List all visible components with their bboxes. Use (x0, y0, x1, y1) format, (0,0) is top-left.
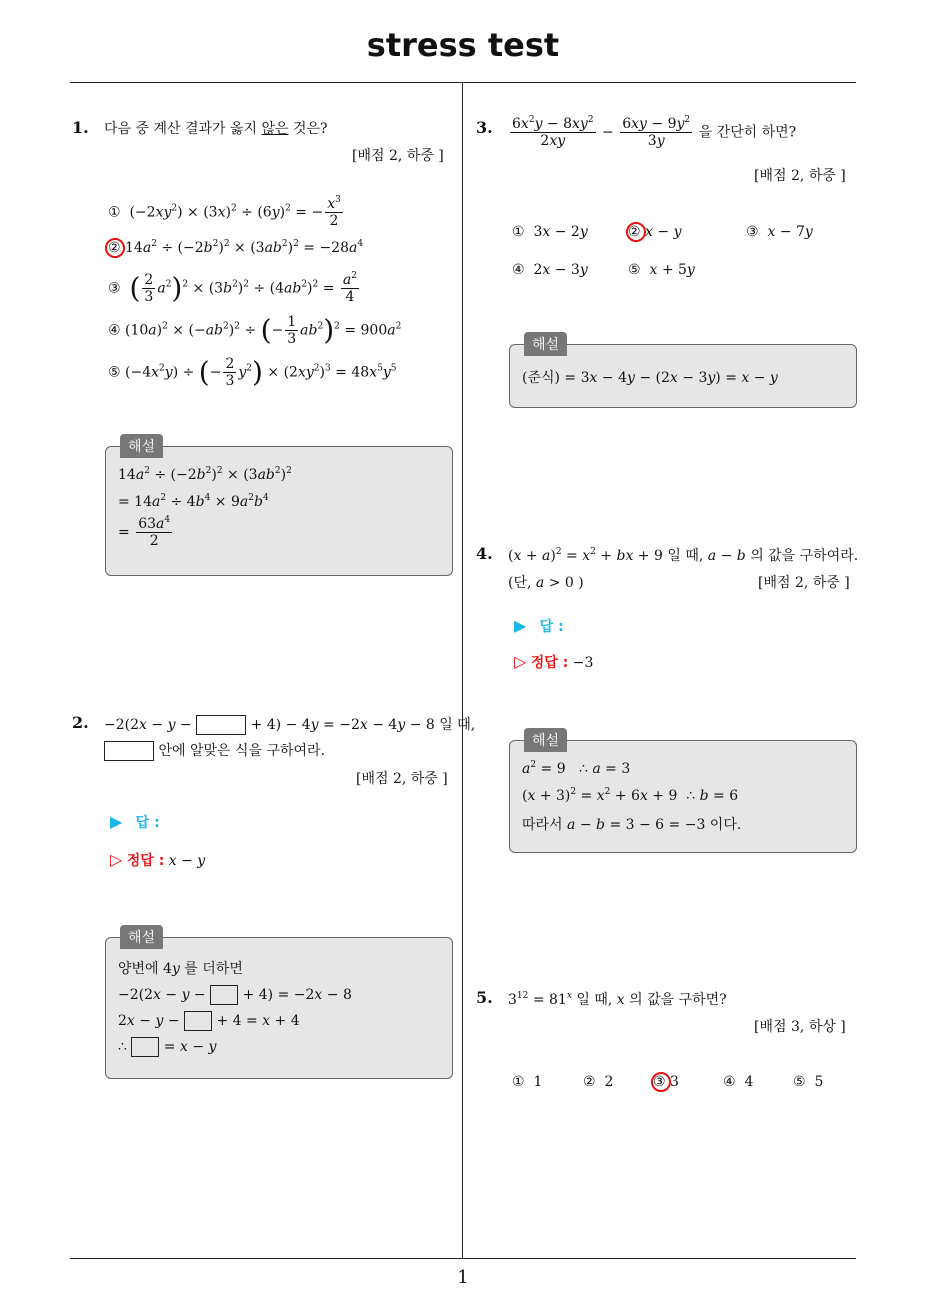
q1-solution-line-3: = $\frac{63a^4}{2}$ (118, 515, 171, 549)
q4-correct-row: ▷ 정답 : −3 (514, 652, 594, 671)
q1-solution-line-2: = $14a^2 \div 4b^4 \times 9a^2b^4$ (118, 493, 269, 510)
q5-choice-1[interactable]: ① 1 (512, 1074, 543, 1090)
q1-choice-2[interactable]: ② $14a^2 \div (-2b^2)^2 \times (3ab^2)^2 = -28a^4$ (108, 239, 364, 256)
q4-meta: [배점 2, 하중 ] (758, 575, 850, 591)
play-arrow-icon: ▶ (514, 616, 527, 635)
q1-question: 다음 중 계산 결과가 옳지 않은 것은? (104, 121, 328, 137)
q4-solution-line-1: $a^2 = 9$ ∴ a = 3 (522, 760, 631, 777)
q2-meta: [배점 2, 하중 ] (356, 771, 448, 787)
q1-number: 1. (72, 118, 89, 137)
q1-solution-line-1: $14a^2 \div (-2b^2)^2 \times (3ab^2)^2$ (118, 466, 292, 483)
q3-choice-2[interactable]: ② x − y (628, 224, 682, 240)
q3-number: 3. (476, 118, 493, 137)
q1-choice-1[interactable]: ① $(-2xy^2) \times (3x)^2 \div (6y)^2$ = − $\frac{x^3}{2}$ (108, 195, 341, 229)
q3-solution-tab: 해설 (524, 332, 567, 356)
q4-question-line-1: $(x + a)^2 = x^2$ + bx + 9 일 때, a − b 의 값을 구하여라. (508, 547, 859, 564)
q3-choice-1[interactable]: ① 3x − 2y (512, 224, 588, 240)
q3-choice-5[interactable]: ⑤ x + 5y (628, 262, 695, 278)
q5-meta: [배점 3, 하상 ] (754, 1019, 846, 1035)
q4-solution-tab: 해설 (524, 728, 567, 752)
q2-correct-row: ▷ 정답 : x − y (110, 850, 206, 869)
q1-selected-mark (105, 238, 125, 258)
page-number: 1 (457, 1267, 469, 1288)
q4-correct-value: −3 (572, 655, 594, 671)
q5-choice-3[interactable]: ③ 3 (653, 1074, 679, 1090)
q4-solution-line-2: $(x + 3)^2 = x^2 + 6x + 9$ ∴ b = 6 (522, 787, 739, 804)
play-arrow-icon: ▶ (110, 812, 123, 831)
q3-meta: [배점 2, 하중 ] (754, 168, 846, 184)
q2-solution-text: 양변에 4y 를 더하면 (118, 961, 243, 977)
q2-blank-2 (104, 741, 154, 761)
q5-choice-4[interactable]: ④ 4 (723, 1074, 754, 1090)
q1-choice-4[interactable]: ④ $(10a)^2 \times (-ab^2)^2$ ÷ (− $\frac{1}{3}$ $ab^2)^2 = 900a^2$ (108, 313, 402, 347)
q2-solution-tab: 해설 (120, 925, 163, 949)
outline-arrow-icon: ▷ (514, 652, 527, 671)
q2-question-line-2: 안에 알맞은 식을 구하여라. (104, 740, 325, 761)
q2-solution-line-1: −2(2x − y − + 4) = −2x − 8 (118, 987, 352, 1003)
q4-answer-row: ▶ 답 : (514, 616, 564, 635)
q2-question-line-1: −2(2x − y − + 4) − 4y = −2x − 4y − 8 일 때, (104, 717, 476, 733)
q5-question: $3^{12} = 81^x$ 일 때, x 의 값을 구하면? (508, 991, 727, 1008)
q1-choice-5[interactable]: ⑤ $(-4x^2y)$ ÷ (− $\frac{2}{3}$ $y^2) \times (2xy^2)^3 = 48x^5y^5$ (108, 355, 397, 389)
q5-selected-mark (651, 1072, 671, 1092)
q4-question-line-2: (단, a > 0 ) (508, 575, 584, 591)
q3-solution-line: (준식) = 3x − 4y − (2x − 3y) = x − y (522, 370, 778, 386)
q4-number: 4. (476, 544, 493, 563)
page-title: stress test (366, 26, 560, 64)
q2-correct-value: x − y (168, 853, 206, 869)
q1-meta: [배점 2, 하중 ] (352, 148, 444, 164)
q3-choice-3[interactable]: ③ x − 7y (746, 224, 813, 240)
q5-choice-5[interactable]: ⑤ 5 (793, 1074, 824, 1090)
q3-choice-4[interactable]: ④ 2x − 3y (512, 262, 588, 278)
q3-question: $\frac{6x^2y - 8xy^2}{2xy}$ − $\frac{6xy - 9y^2}{3y}$ 을 간단히 하면? (512, 115, 797, 149)
q1-choice-3[interactable]: ③ ( $\frac{2}{3}$ $a^2)^2 \times (3b^2)^2 \div (4ab^2)^2$ = $\frac{a^2}{4}$ (108, 271, 357, 305)
q2-number: 2. (72, 713, 89, 732)
q2-answer-row: ▶ 답 : (110, 812, 160, 831)
bottom-rule (70, 1258, 856, 1259)
q2-solution-line-3: ∴ = x − y (118, 1039, 217, 1055)
outline-arrow-icon: ▷ (110, 850, 123, 869)
q2-blank (196, 715, 246, 735)
q5-number: 5. (476, 988, 493, 1007)
q2-solution-line-2: 2x − y − + 4 = x + 4 (118, 1013, 300, 1029)
q4-solution-line-3: 따라서 a − b = 3 − 6 = −3 이다. (522, 817, 742, 833)
top-rule (70, 82, 856, 83)
q1-solution-tab: 해설 (120, 434, 163, 458)
q3-selected-mark (626, 222, 646, 242)
q5-choice-2[interactable]: ② 2 (583, 1074, 614, 1090)
column-divider (462, 83, 463, 1259)
